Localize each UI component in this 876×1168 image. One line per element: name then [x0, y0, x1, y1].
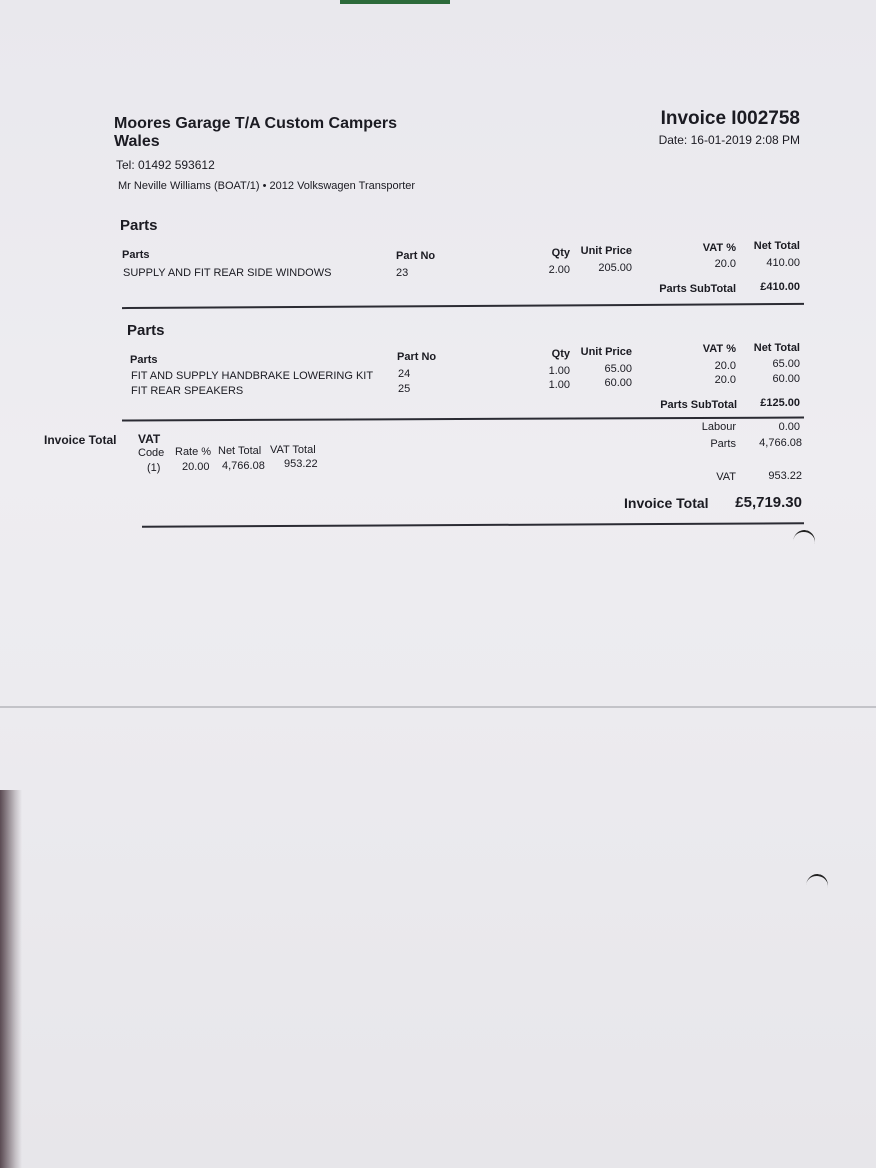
vat-summary-title: VAT	[138, 432, 161, 446]
section-1-subtotal-label: Parts SubTotal	[659, 283, 736, 295]
col-qty-header: Qty	[551, 348, 570, 360]
table-row-net: 60.00	[772, 373, 800, 385]
section-1-divider	[122, 303, 804, 309]
invoice-title: Invoice I002758	[660, 108, 800, 129]
table-row-net: 410.00	[766, 257, 800, 269]
col-partno-header: Part No	[397, 351, 437, 363]
finger-shadow	[0, 790, 22, 1168]
col-qty-header: Qty	[551, 247, 570, 259]
vat-net-value: 4,766.08	[222, 460, 265, 472]
vat-value: 953.22	[768, 470, 802, 482]
vat-total-header: VAT Total	[270, 444, 316, 456]
vat-total-value: 953.22	[284, 458, 318, 470]
table-row-desc: FIT AND SUPPLY HANDBRAKE LOWERING KIT	[131, 370, 374, 382]
table-row-vat: 20.0	[714, 374, 736, 386]
table-row-vat: 20.0	[714, 258, 736, 270]
col-parts-header: Parts	[130, 354, 158, 366]
table-row-desc: SUPPLY AND FIT REAR SIDE WINDOWS	[123, 267, 332, 279]
labour-value: 0.00	[778, 421, 800, 433]
table-row-partno: 24	[398, 368, 411, 380]
section-2-title: Parts	[127, 322, 165, 339]
vat-code-header: Code	[138, 447, 165, 459]
vat-label: VAT	[716, 471, 736, 483]
col-vat-header: VAT %	[702, 242, 736, 254]
invoice-date: Date: 16-01-2019 2:08 PM	[658, 133, 800, 147]
parts-value: 4,766.08	[759, 437, 802, 449]
labour-label: Labour	[701, 421, 736, 433]
invoice-total-value: £5,719.30	[735, 494, 802, 511]
section-1-subtotal-value: £410.00	[760, 281, 800, 293]
col-net-header: Net Total	[753, 240, 800, 252]
table-row-partno: 25	[398, 383, 411, 395]
section-2-subtotal-label: Parts SubTotal	[660, 399, 737, 411]
section-1-title: Parts	[120, 217, 158, 234]
punch-hole-icon	[791, 528, 817, 555]
table-row-unit-price: 205.00	[598, 262, 632, 274]
table-row-net: 65.00	[772, 358, 800, 370]
table-row-unit-price: 65.00	[604, 363, 632, 375]
table-row-vat: 20.0	[714, 360, 736, 372]
vat-rate-header: Rate %	[175, 446, 212, 458]
col-vat-header: VAT %	[702, 343, 736, 355]
company-name: Moores Garage T/A Custom Campers	[114, 115, 398, 132]
col-net-header: Net Total	[753, 342, 800, 354]
table-row-qty: 2.00	[548, 264, 570, 276]
vat-net-header: Net Total	[218, 445, 262, 457]
col-unit-price-header: Unit Price	[580, 245, 632, 257]
company-region: Wales	[114, 133, 160, 150]
invoice-total-side-label: Invoice Total	[44, 433, 117, 447]
vat-code-value: (1)	[147, 462, 161, 474]
col-parts-header: Parts	[122, 249, 150, 261]
invoice-total-divider	[142, 522, 804, 527]
table-row-qty: 1.00	[548, 365, 570, 377]
col-partno-header: Part No	[396, 250, 436, 262]
invoice-total-label: Invoice Total	[624, 495, 709, 511]
table-row-partno: 23	[396, 267, 409, 279]
vat-rate-value: 20.00	[182, 461, 210, 473]
section-2-subtotal-value: £125.00	[760, 397, 800, 409]
punch-hole-icon	[804, 873, 829, 900]
paper-fold-line	[0, 706, 876, 708]
table-row-qty: 1.00	[548, 379, 570, 391]
top-edge-strip	[340, 0, 450, 4]
table-row-desc: FIT REAR SPEAKERS	[131, 385, 244, 397]
company-tel: Tel: 01492 593612	[116, 158, 215, 172]
table-row-unit-price: 60.00	[604, 377, 632, 389]
col-unit-price-header: Unit Price	[580, 346, 632, 358]
parts-label: Parts	[710, 438, 736, 450]
customer-vehicle: Mr Neville Williams (BOAT/1) • 2012 Volkswagen Transporter	[118, 180, 416, 192]
